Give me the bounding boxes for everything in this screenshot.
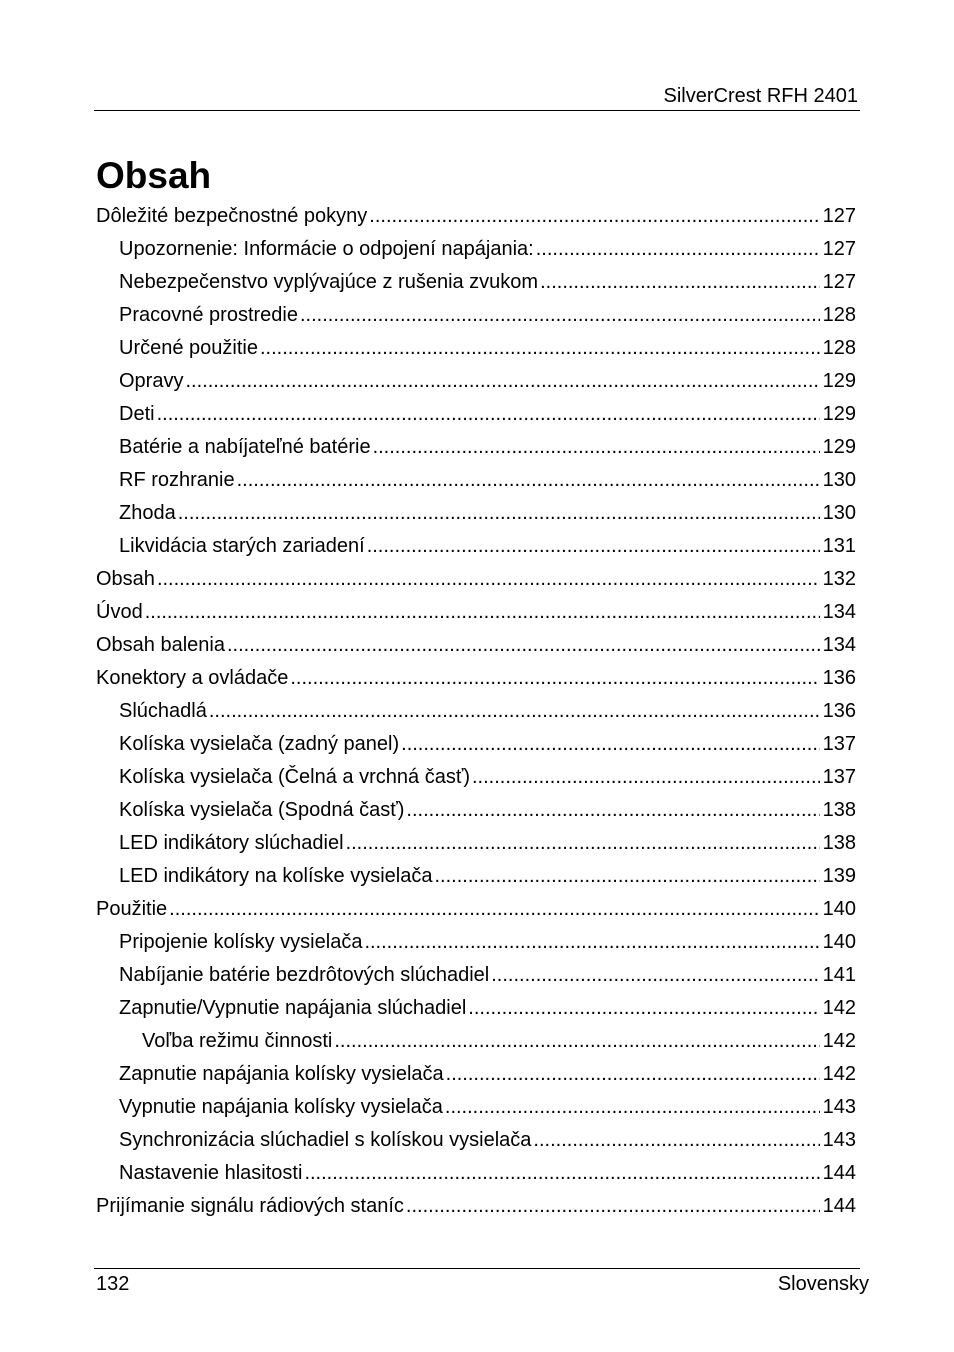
toc-entry-page: 131 [822, 535, 856, 557]
toc-entry[interactable] [96, 827, 856, 860]
toc-entry-label: Dôležité bezpečnostné pokyny [96, 205, 368, 227]
toc-dot-leader [536, 233, 820, 266]
toc-entry[interactable] [96, 893, 856, 926]
toc-entry[interactable] [96, 200, 856, 233]
toc-entry-label: LED indikátory na kolíske vysielača [119, 865, 433, 887]
toc-dot-leader [209, 695, 820, 728]
toc-entry-label: Nastavenie hlasitosti [119, 1162, 303, 1184]
toc-entry-label: Deti [119, 403, 155, 425]
toc-dot-leader [300, 299, 820, 332]
toc-entry-label: Obsah [96, 568, 155, 590]
toc-dot-leader [406, 794, 819, 827]
toc-dot-leader [185, 365, 819, 398]
toc-entry-label: Synchronizácia slúchadiel s kolískou vysielača [119, 1129, 532, 1151]
toc-entry[interactable] [96, 959, 856, 992]
toc-dot-leader [401, 728, 819, 761]
toc-entry[interactable] [96, 629, 856, 662]
toc-dot-leader [446, 1058, 820, 1091]
toc-entry-page: 138 [822, 832, 856, 854]
toc-entry-page: 127 [822, 271, 856, 293]
toc-entry-label: Kolíska vysielača (zadný panel) [119, 733, 400, 755]
toc-entry[interactable] [96, 1091, 856, 1124]
toc-entry-page: 129 [822, 436, 856, 458]
toc-dot-leader [237, 464, 820, 497]
toc-entry-page: 128 [822, 304, 856, 326]
toc-entry-page: 142 [822, 997, 856, 1019]
toc-entry-label: Upozornenie: Informácie o odpojení napájania: [119, 238, 534, 260]
footer-language: Slovensky [777, 1273, 869, 1295]
toc-entry[interactable] [96, 563, 856, 596]
toc-entry[interactable] [96, 860, 856, 893]
toc-dot-leader [290, 662, 819, 695]
toc-entry[interactable] [96, 299, 856, 332]
toc-entry-page: 136 [822, 667, 856, 689]
toc-entry-page: 143 [822, 1129, 856, 1151]
toc-entry[interactable] [96, 596, 856, 629]
toc-entry[interactable] [96, 1190, 856, 1223]
toc-entry[interactable] [96, 1058, 856, 1091]
header-product-name: SilverCrest RFH 2401 [663, 85, 858, 107]
toc-dot-leader [169, 893, 819, 926]
toc-dot-leader [468, 992, 819, 1025]
toc-entry-page: 127 [822, 205, 856, 227]
toc-entry-page: 130 [822, 469, 856, 491]
toc-entry[interactable] [96, 431, 856, 464]
toc-dot-leader [157, 398, 820, 431]
toc-entry[interactable] [96, 926, 856, 959]
toc-entry-label: Likvidácia starých zariadení [119, 535, 365, 557]
toc-entry-label: Obsah balenia [96, 634, 225, 656]
toc-entry-label: LED indikátory slúchadiel [119, 832, 344, 854]
header-divider [94, 110, 860, 111]
toc-entry-label: Zapnutie napájania kolísky vysielača [119, 1063, 444, 1085]
toc-entry-page: 134 [822, 634, 856, 656]
toc-entry-label: Vypnutie napájania kolísky vysielača [119, 1096, 443, 1118]
toc-entry-page: 144 [822, 1162, 856, 1184]
toc-entry-page: 143 [822, 1096, 856, 1118]
toc-entry-page: 129 [822, 403, 856, 425]
toc-entry-label: Konektory a ovládače [96, 667, 289, 689]
toc-entry-page: 142 [822, 1063, 856, 1085]
toc-entry-label: Kolíska vysielača (Čelná a vrchná časť) [119, 766, 470, 788]
toc-dot-leader [445, 1091, 820, 1124]
toc-dot-leader [364, 926, 819, 959]
toc-entry-page: 136 [822, 700, 856, 722]
toc-entry[interactable] [96, 530, 856, 563]
toc-entry[interactable] [96, 728, 856, 761]
toc-entry-label: Voľba režimu činnosti [142, 1030, 333, 1052]
toc-dot-leader [334, 1025, 819, 1058]
toc-entry-label: Nabíjanie batérie bezdrôtových slúchadiel [119, 964, 490, 986]
toc-dot-leader [540, 266, 820, 299]
toc-entry[interactable] [96, 332, 856, 365]
toc-entry[interactable] [96, 1025, 856, 1058]
toc-dot-leader [260, 332, 820, 365]
toc-entry-label: Pripojenie kolísky vysielača [119, 931, 363, 953]
toc-dot-leader [491, 959, 819, 992]
toc-entry[interactable] [96, 266, 856, 299]
toc-entry-page: 140 [822, 931, 856, 953]
toc-entry-label: Určené použitie [119, 337, 258, 359]
footer-divider [94, 1268, 860, 1269]
toc-entry-label: RF rozhranie [119, 469, 235, 491]
toc-entry-page: 134 [822, 601, 856, 623]
toc-dot-leader [346, 827, 820, 860]
toc-entry-page: 132 [822, 568, 856, 590]
toc-entry-label: Slúchadlá [119, 700, 207, 722]
toc-dot-leader [472, 761, 820, 794]
toc-dot-leader [227, 629, 820, 662]
toc-entry[interactable] [96, 662, 856, 695]
toc-dot-leader [434, 860, 819, 893]
toc-entry[interactable] [96, 695, 856, 728]
toc-entry-label: Kolíska vysielača (Spodná časť) [119, 799, 405, 821]
toc-entry[interactable] [96, 1124, 856, 1157]
toc-entry-page: 128 [822, 337, 856, 359]
footer-page-number: 132 [96, 1273, 130, 1295]
toc-dot-leader [373, 431, 820, 464]
toc-entry-label: Prijímanie signálu rádiových staníc [96, 1195, 404, 1217]
toc-entry-label: Zhoda [119, 502, 176, 524]
toc-entry[interactable] [96, 1157, 856, 1190]
toc-dot-leader [369, 200, 819, 233]
toc-dot-leader [145, 596, 820, 629]
toc-entry[interactable] [96, 497, 856, 530]
toc-entry[interactable] [96, 365, 856, 398]
toc-dot-leader [304, 1157, 819, 1190]
toc-entry[interactable] [96, 761, 856, 794]
toc-entry-label: Opravy [119, 370, 184, 392]
toc-dot-leader [157, 563, 820, 596]
table-of-contents [96, 200, 856, 1223]
toc-entry-label: Úvod [96, 601, 143, 623]
toc-entry-page: 144 [822, 1195, 856, 1217]
toc-entry-label: Zapnutie/Vypnutie napájania slúchadiel [119, 997, 467, 1019]
toc-dot-leader [406, 1190, 820, 1223]
toc-entry-page: 137 [822, 733, 856, 755]
toc-entry[interactable] [96, 794, 856, 827]
toc-entry[interactable] [96, 398, 856, 431]
toc-entry-page: 140 [822, 898, 856, 920]
toc-dot-leader [178, 497, 820, 530]
toc-entry-page: 139 [822, 865, 856, 887]
toc-entry[interactable] [96, 233, 856, 266]
toc-entry-page: 141 [822, 964, 856, 986]
toc-entry-label: Batérie a nabíjateľné batérie [119, 436, 371, 458]
toc-entry[interactable] [96, 464, 856, 497]
toc-entry-page: 138 [822, 799, 856, 821]
toc-entry-page: 137 [822, 766, 856, 788]
toc-entry-page: 142 [822, 1030, 856, 1052]
toc-entry-page: 130 [822, 502, 856, 524]
toc-entry-label: Pracovné prostredie [119, 304, 298, 326]
toc-entry-label: Nebezpečenstvo vyplývajúce z rušenia zvukom [119, 271, 539, 293]
toc-entry-label: Použitie [96, 898, 168, 920]
toc-entry-page: 127 [822, 238, 856, 260]
page-title: Obsah [96, 155, 212, 196]
toc-entry[interactable] [96, 992, 856, 1025]
toc-dot-leader [367, 530, 820, 563]
toc-entry-page: 129 [822, 370, 856, 392]
toc-dot-leader [533, 1124, 819, 1157]
